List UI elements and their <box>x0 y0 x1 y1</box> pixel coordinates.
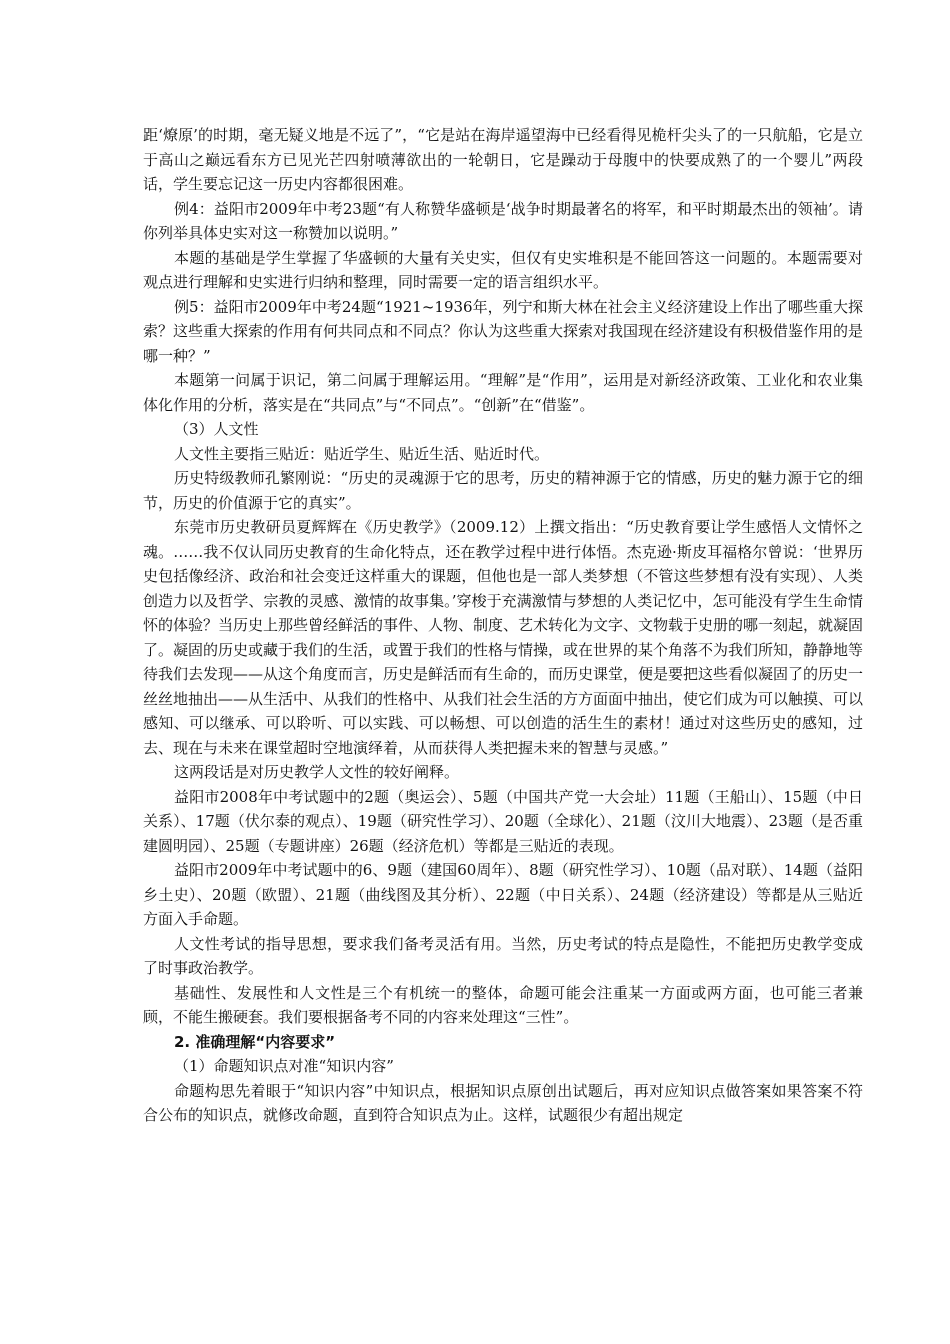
subheading-humanistic: （3）人文性 <box>174 420 259 438</box>
paragraph-2008-exam: 益阳市2008年中考试题中的2题（奥运会）、5题（中国共产党一大会址）11题（王船山）、15题（中日关系）、17题（伏尔泰的观点）、19题（研究性学习）、20题（全球化）、21题（汶川大地震）、23题（是否重建圆明园）、25题（专题讲座）26题（经济危机）等都是三贴近的表现。 <box>143 787 863 855</box>
subheading-knowledge-points: （1）命题知识点对准“知识内容” <box>174 1057 394 1075</box>
section-heading-content-requirements: 2. 准确理解“内容要求” <box>174 1032 336 1051</box>
paragraph-example-4-analysis: 本题的基础是学生掌握了华盛顿的大量有关史实，但仅有史实堆积是不能回答这一问题的。本题需要对观点进行理解和史实进行归纳和整理，同时需要一定的语言组织水平。 <box>143 248 863 291</box>
paragraph-three-qualities: 基础性、发展性和人文性是三个有机统一的整体，命题可能会注重某一方面或两方面，也可能三者兼顾，不能生搬硬套。我们要根据备考不同的内容来处理这“三性”。 <box>143 983 863 1026</box>
paragraph-example-5-analysis: 本题第一问属于识记，第二问属于理解运用。“理解”是“作用”，运用是对新经济政策、工业化和农业集体化作用的分析，落实是在“共同点”与“不同点”。“创新”在“借鉴”。 <box>143 371 863 414</box>
paragraph-interpretation: 这两段话是对历史教学人文性的较好阐释。 <box>174 763 460 781</box>
paragraph-kong-quote: 历史特级教师孔繁刚说：“历史的灵魂源于它的思考，历史的精神源于它的情感，历史的魅力源于它的细节，历史的价值源于它的真实”。 <box>143 469 863 512</box>
paragraph-guiding-idea: 人文性考试的指导思想，要求我们备考灵活有用。当然，历史考试的特点是隐性，不能把历史教学变成了时事政治教学。 <box>143 934 863 977</box>
paragraph-example-4: 例4：益阳市2009年中考23题“有人称赞华盛顿是‘战争时期最著名的将军，和平时期最杰出的领袖’。请你列举具体史实对这一称赞加以说明。” <box>143 199 863 242</box>
paragraph-xia-quote: 东莞市历史教研员夏辉辉在《历史教学》（2009.12）上撰文指出：“历史教育要让学生感悟人文情怀之魂。……我不仅认同历史教育的生命化特点，还在教学过程中进行体悟。杰克逊·斯皮耳福格尔曾说：‘世界历史包括像经济、政治和社会变迁这样重大的课题，但他也是一部人类梦想（不管这些梦想有没有实现）、人类创造力以及哲学、宗教的灵感、激情的故事集。’穿梭于充满激情与梦想的人类记忆中，怎可能没有学生生命情怀的体验？当历史上那些曾经鲜活的事件、人物、制度、艺术转化为文字、文物载于史册的哪一刻起，就凝固了。凝固的历史或藏于我们的生活，或置于我们的性格与情操，或在世界的某个角落不为我们所知，静静地等待我们去发现——从这个角度而言，历史是鲜活而有生命的，而历史课堂，便是要把这些看似凝固了的历史一丝丝地抽出——从生活中、从我们的性格中、从我们社会生活的方方面面中抽出，使它们成为可以触摸、可以感知、可以继承、可以聆听、可以实践、可以畅想、可以创造的活生生的素材！通过对这些历史的感知，过去、现在与未来在课堂超时空地演绎着，从而获得人类把握未来的智慧与灵感。” <box>143 518 864 757</box>
paragraph-question-design: 命题构思先着眼于“知识内容”中知识点，根据知识点原创出试题后，再对应知识点做答案如果答案不符合公布的知识点，就修改命题，直到符合知识点为止。这样，试题很少有超出规定 <box>143 1081 863 1124</box>
paragraph-example-5: 例5：益阳市2009年中考24题“1921~1936年，列宁和斯大林在社会主义经济建设上作出了哪些重大探索？这些重大探索的作用有何共同点和不同点？你认为这些重大探索对我国现在经济建设有积极借鉴作用的是哪一种？” <box>143 297 864 365</box>
paragraph-three-closeness: 人文性主要指三贴近：贴近学生、贴近生活、贴近时代。 <box>174 444 550 463</box>
document-page <box>143 123 863 1128</box>
paragraph-quote-continuation: 距‘燎原’的时期，毫无疑义地是不远了”，“它是站在海岸遥望海中已经看得见桅杆尖头了的一只航船，它是立于高山之巅远看东方已见光芒四射喷薄欲出的一轮朝日，它是躁动于母腹中的快要成熟了的一个婴儿”两段话，学生要忘记这一历史内容都很困难。 <box>143 126 863 193</box>
paragraph-2009-exam: 益阳市2009年中考试题中的6、9题（建国60周年）、8题（研究性学习）、10题（品对联）、14题（益阳乡土史）、20题（欧盟）、21题（曲线图及其分析）、22题（中日关系）、24题（经济建设）等都是从三贴近方面入手命题。 <box>143 861 863 928</box>
